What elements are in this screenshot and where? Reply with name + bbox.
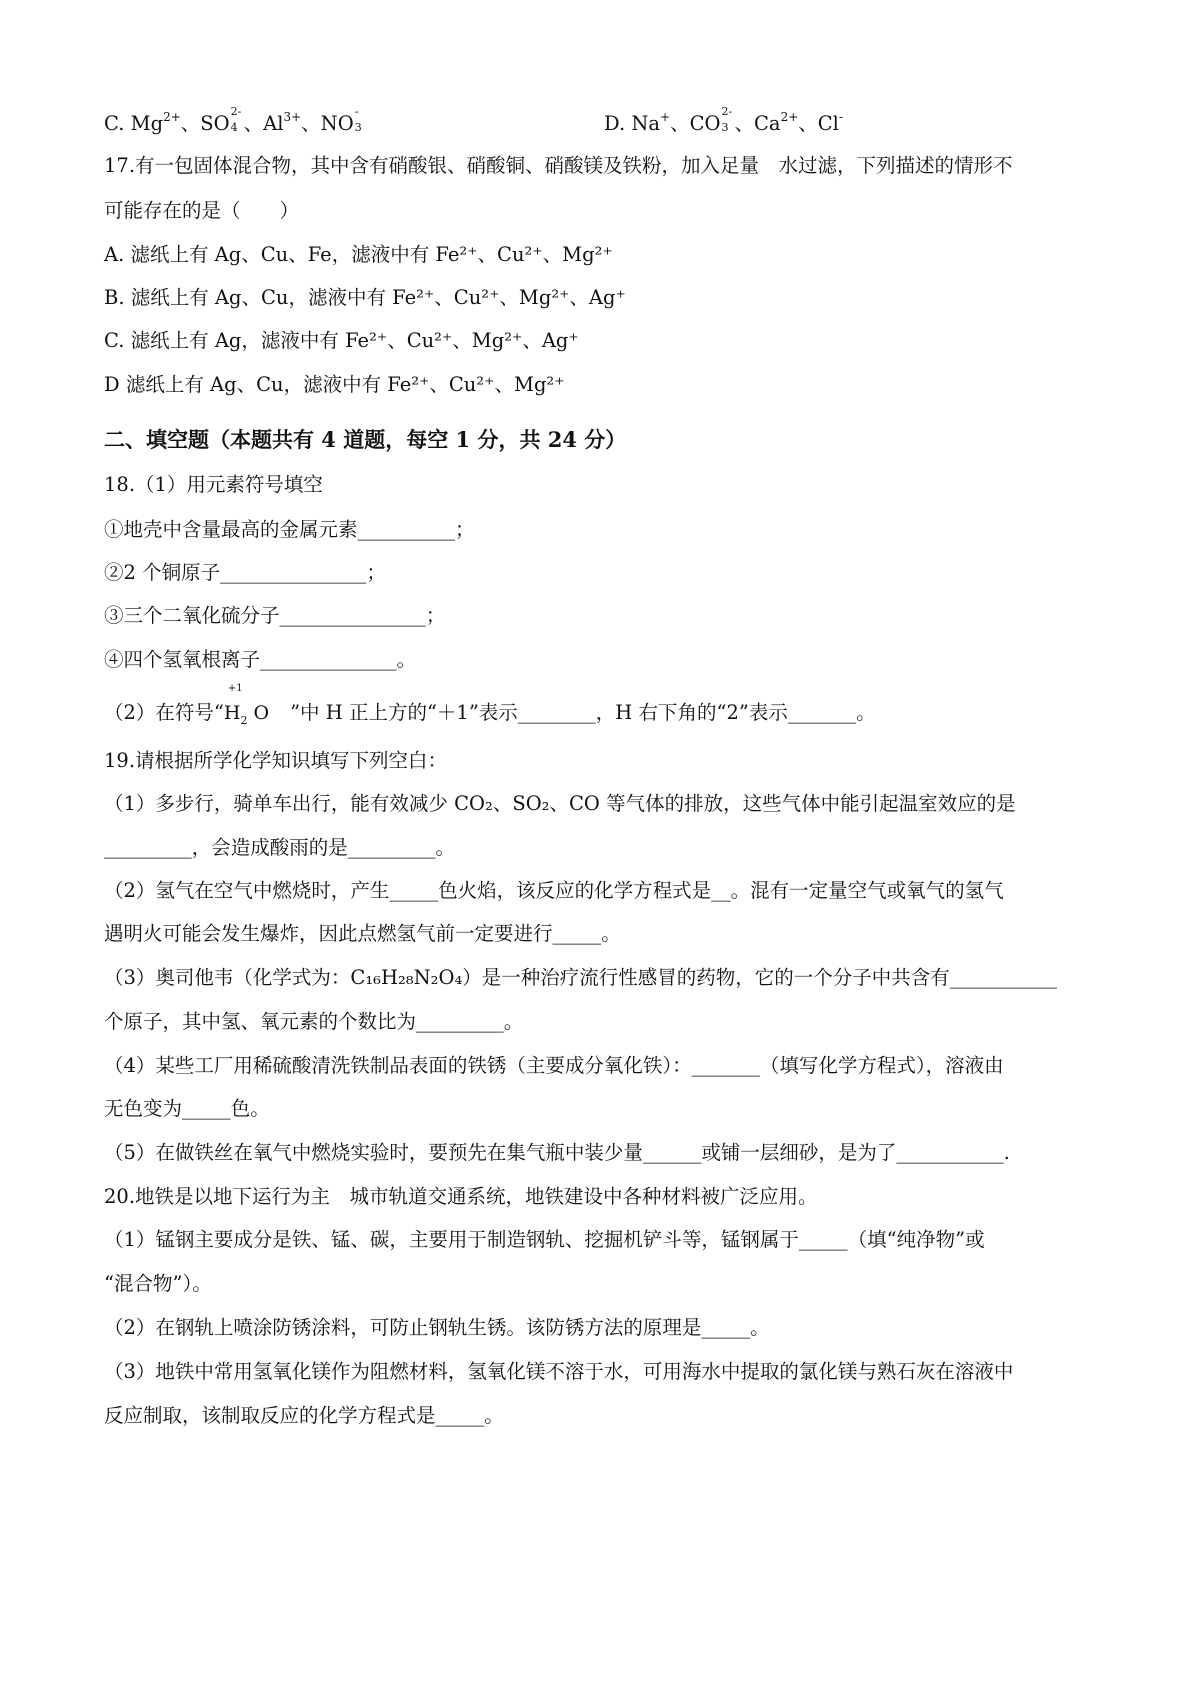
ion-co: 、CO bbox=[670, 112, 721, 135]
q18-item3: ③三个二氧化硫分子_______________； bbox=[104, 604, 446, 627]
h-valence: +1 bbox=[227, 683, 243, 694]
ion-mg-charge: 2+ bbox=[163, 110, 181, 124]
so4-subscript: 4 bbox=[230, 121, 238, 134]
h2o-symbol bbox=[223, 683, 284, 727]
q18-part2 bbox=[104, 683, 876, 727]
so4-charge: 2- bbox=[230, 105, 242, 118]
h2o-formula bbox=[224, 701, 269, 725]
co3-subscript: 3 bbox=[721, 121, 729, 134]
q16-d-prefix: D. Na bbox=[604, 112, 661, 135]
ion-ca-charge: 2+ bbox=[780, 110, 799, 124]
q20-s3-line1: （3）地铁中常用氢氧化镁作为阻燃材料，氢氧化镁不溶于水，可用海水中提取的氯化镁与熟石灰在溶液中 bbox=[104, 1360, 1014, 1383]
q17-option-d: D 滤纸上有 Ag、Cu，滤液中有 Fe²⁺、Cu²⁺、Mg²⁺ bbox=[104, 373, 565, 396]
q19-s4-line1: （4）某些工厂用稀硫酸清洗铁制品表面的铁锈（主要成分氧化铁）：_______（填写化学方程式），溶液由 bbox=[104, 1054, 1004, 1077]
q19-s3-line2: 个原子，其中氢、氧元素的个数比为_________。 bbox=[104, 1010, 524, 1033]
q18-item4: ④四个氢氧根离子______________。 bbox=[104, 648, 417, 671]
co3-script bbox=[721, 105, 735, 134]
ion-ca: 、Ca bbox=[734, 112, 781, 135]
q17-option-a: A. 滤纸上有 Ag、Cu、Fe，滤液中有 Fe²⁺、Cu²⁺、Mg²⁺ bbox=[104, 243, 613, 266]
co3-charge: 2- bbox=[721, 105, 733, 118]
q17-stem-line2: 可能存在的是（ ） bbox=[104, 199, 300, 222]
q20-stem: 20.地铁是以地下运行为主 城市轨道交通系统，地铁建设中各种材料被广泛应用。 bbox=[104, 1185, 818, 1208]
q16-option-d bbox=[604, 105, 843, 138]
ion-cl: 、Cl bbox=[798, 112, 839, 135]
so4-script bbox=[230, 105, 244, 134]
q18-part1: 18.（1）用元素符号填空 bbox=[104, 473, 323, 496]
q20-s2: （2）在钢轨上喷涂防锈涂料，可防止钢轨生锈。该防锈方法的原理是_____。 bbox=[104, 1316, 770, 1339]
h-subscript: 2 bbox=[240, 714, 248, 727]
q19-s4-line2: 无色变为_____色。 bbox=[104, 1097, 270, 1120]
ion-na-charge: + bbox=[660, 110, 671, 124]
q19-s5: （5）在做铁丝在氧气中燃烧实验时，要预先在集气瓶中装少量______或铺一层细砂，是为了___________. bbox=[104, 1141, 1010, 1164]
q18-part2-suffix: ”中 H 正上方的“＋1”表示________，H 右下角的“2”表示_______。 bbox=[283, 701, 876, 724]
q20-s1-line1: （1）锰钢主要成分是铁、锰、碳，主要用于制造钢轨、挖掘机铲斗等，锰钢属于_____（填“纯净物”或 bbox=[104, 1228, 985, 1251]
q18-item1: ①地壳中含量最高的金属元素__________； bbox=[104, 518, 475, 541]
q19-s1-line2: _________，会造成酸雨的是_________。 bbox=[104, 836, 456, 859]
no3-script bbox=[354, 105, 368, 134]
ion-no: 、NO bbox=[301, 112, 354, 135]
no3-subscript: 3 bbox=[354, 121, 362, 134]
q19-stem: 19.请根据所学化学知识填写下列空白： bbox=[104, 749, 448, 772]
q20-s3-line2: 反应制取，该制取反应的化学方程式是_____。 bbox=[104, 1404, 504, 1427]
q19-s1-line1: （1）多步行，骑单车出行，能有效减少 CO₂、SO₂、CO 等气体的排放，这些气体中能引起温室效应的是 bbox=[104, 792, 1016, 815]
q20-s1-line2: “混合物”）。 bbox=[104, 1272, 212, 1295]
q16-option-c bbox=[104, 105, 368, 138]
q16-c-prefix: C. bbox=[104, 112, 131, 135]
q17-option-b: B. 滤纸上有 Ag、Cu，滤液中有 Fe²⁺、Cu²⁺、Mg²⁺、Ag⁺ bbox=[104, 286, 626, 309]
q19-s2-line1: （2）氢气在空气中燃烧时，产生_____色火焰，该反应的化学方程式是__。混有一定量空气或氧气的氢气 bbox=[104, 879, 1004, 902]
no3-charge: - bbox=[354, 105, 359, 118]
ion-cl-charge: - bbox=[838, 110, 843, 124]
h-symbol: H bbox=[223, 702, 241, 724]
o-symbol: O bbox=[247, 702, 270, 724]
q19-s3-line1: （3）奥司他韦（化学式为：C₁₆H₂₈N₂O₄）是一种治疗流行性感冒的药物，它的一个分子中共含有___________ bbox=[104, 966, 1058, 989]
ion-al-charge: 3+ bbox=[283, 110, 302, 124]
ion-al: 、Al bbox=[243, 112, 284, 135]
q17-option-c: C. 滤纸上有 Ag，滤液中有 Fe²⁺、Cu²⁺、Mg²⁺、Ag⁺ bbox=[104, 329, 579, 352]
section-heading: 二、填空题（本题共有 4 道题，每空 1 分，共 24 分） bbox=[104, 427, 627, 452]
q19-s2-line2: 遇明火可能会发生爆炸，因此点燃氢气前一定要进行_____。 bbox=[104, 922, 621, 945]
ion-so: 、SO bbox=[180, 112, 230, 135]
q17-stem-line1: 17.有一包固体混合物，其中含有硝酸银、硝酸铜、硝酸镁及铁粉，加入足量 水过滤，下列描述的情形不 bbox=[104, 154, 1013, 177]
q18-part2-prefix: （2）在符号“ bbox=[104, 701, 224, 724]
ion-mg: Mg bbox=[130, 112, 164, 135]
q18-item2: ②2 个铜原子_______________； bbox=[104, 561, 386, 584]
